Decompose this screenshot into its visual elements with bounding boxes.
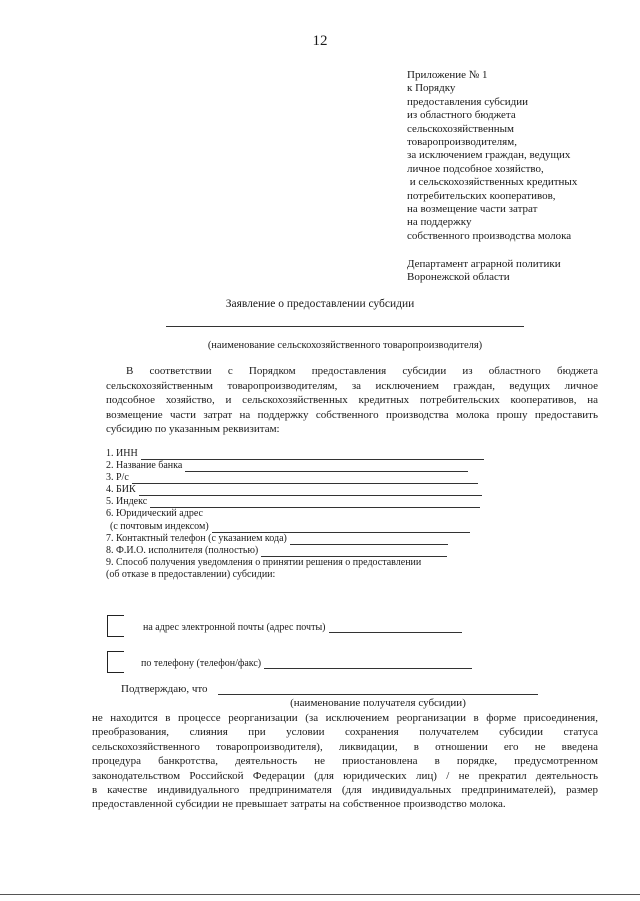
department-line: Воронежской области xyxy=(407,271,510,284)
bik-input[interactable] xyxy=(139,486,482,496)
field-phone xyxy=(106,533,484,545)
phone-option-checkbox[interactable] xyxy=(107,651,124,673)
body-line: процедура банкротства, деятельность не приостановлена в порядке, предусмотренном xyxy=(92,755,598,768)
appendix-line: Приложение № 1 xyxy=(407,69,488,81)
phone-option-label: по телефону (телефон/факс) xyxy=(141,658,262,669)
phone-option xyxy=(141,658,472,669)
appendix-line: на возмещение части затрат xyxy=(407,203,538,216)
appendix-line: и сельскохозяйственных кредитных xyxy=(407,176,578,189)
field-label: 6. Юридический адрес xyxy=(106,508,203,520)
confirmation-paragraph xyxy=(92,711,598,812)
appendix-line: к Порядку xyxy=(407,82,456,95)
intro-paragraph xyxy=(106,364,598,437)
appendix-line: потребительских кооперативов, xyxy=(407,189,556,202)
account-input[interactable] xyxy=(132,474,478,484)
intro-line: подсобное хозяйство, и сельскохозяйственных кредитных потребительских кооперативов, на xyxy=(106,394,598,407)
body-line: законодательством Российской Федерации (для юридических лиц) / не прекратил деятельность xyxy=(92,769,598,782)
body-line: в качестве индивидуального предпринимателя (для индивидуальных предпринимателей), размер xyxy=(92,783,598,796)
bank-name-input[interactable] xyxy=(185,462,468,472)
field-bank-name xyxy=(106,460,484,472)
field-index xyxy=(106,496,484,508)
email-option-checkbox[interactable] xyxy=(107,615,124,637)
contact-phone-input[interactable] xyxy=(290,535,448,545)
producer-name-field[interactable] xyxy=(166,326,524,327)
recipient-name-field[interactable] xyxy=(218,694,538,695)
body-line: предоставленной субсидии не превышает затраты на собственное производство молока. xyxy=(92,798,506,811)
intro-line: сельскохозяйственным товаропроизводителям, за исключением граждан, ведущих личное xyxy=(106,379,598,392)
appendix-line: товаропроизводителям, xyxy=(407,136,517,149)
inn-input[interactable] xyxy=(141,450,484,460)
appendix-line: сельскохозяйственным xyxy=(407,122,514,135)
appendix-line: из областного бюджета xyxy=(407,109,516,122)
field-label: 3. Р/с xyxy=(106,472,129,484)
page-bottom-divider xyxy=(0,894,640,895)
field-legal-address-postal xyxy=(106,521,484,533)
appendix-line: личное подсобное хозяйство, xyxy=(407,162,544,175)
confirm-label: Подтверждаю, что xyxy=(121,683,208,695)
intro-line: субсидию по указанным реквизитам: xyxy=(106,423,280,436)
email-option-label: на адрес электронной почты (адрес почты) xyxy=(143,622,326,633)
body-line: не находится в процессе реорганизации (за исключением реорганизации в форме присоединения, xyxy=(92,712,598,724)
body-line: сельскохозяйственного товаропроизводителя), ликвидации, в отношении его не введена xyxy=(92,740,598,753)
field-label: 4. БИК xyxy=(106,484,136,496)
field-legal-address xyxy=(106,508,484,520)
addressee xyxy=(407,258,561,285)
appendix-line: на поддержку xyxy=(407,216,472,229)
executor-name-input[interactable] xyxy=(261,547,447,557)
field-label: 2. Название банка xyxy=(106,460,183,472)
appendix-line: за исключением граждан, ведущих xyxy=(407,149,571,162)
appendix-line: предоставления субсидии xyxy=(407,95,529,108)
department-line: Департамент аграрной политики xyxy=(407,258,561,270)
intro-line: возмещение части затрат на поддержку собственного производства молока прошу предоставить xyxy=(106,408,598,421)
field-bik xyxy=(106,484,484,496)
email-address-input[interactable] xyxy=(329,623,462,633)
document-title: Заявление о предоставлении субсидии xyxy=(225,298,415,310)
recipient-name-caption: (наименование получателя субсидии) xyxy=(290,697,466,709)
field-notification-method-cont xyxy=(106,569,484,581)
field-label: 1. ИНН xyxy=(106,448,138,459)
producer-name-caption: (наименование сельскохозяйственного товаропроизводителя) xyxy=(207,340,483,351)
field-label: 9. Способ получения уведомления о принятии решения о предоставлении xyxy=(106,556,422,568)
field-executor xyxy=(106,545,484,557)
field-notification-method xyxy=(106,557,484,569)
field-inn xyxy=(106,448,484,460)
intro-line: В соответствии с Порядком предоставления субсидии из областного бюджета xyxy=(126,365,598,377)
email-option xyxy=(143,622,462,633)
field-label: (об отказе в предоставлении) субсидии: xyxy=(106,568,276,580)
field-account xyxy=(106,472,484,484)
field-label: 8. Ф.И.О. исполнителя (полностью) xyxy=(106,544,259,556)
page-number: 12 xyxy=(312,33,328,49)
field-label: (с почтовым индексом) xyxy=(110,520,209,532)
field-label: 7. Контактный телефон (с указанием кода) xyxy=(106,532,287,544)
body-line: преобразования, слияния при условии сохранения получателем субсидии статуса xyxy=(92,726,598,739)
phone-fax-input[interactable] xyxy=(264,659,472,669)
legal-address-input[interactable] xyxy=(212,523,470,533)
index-input[interactable] xyxy=(150,498,480,508)
appendix-line: собственного производства молока xyxy=(407,229,572,242)
field-label: 5. Индекс xyxy=(106,496,148,508)
appendix-header xyxy=(407,69,577,243)
requisites-list xyxy=(106,448,484,581)
